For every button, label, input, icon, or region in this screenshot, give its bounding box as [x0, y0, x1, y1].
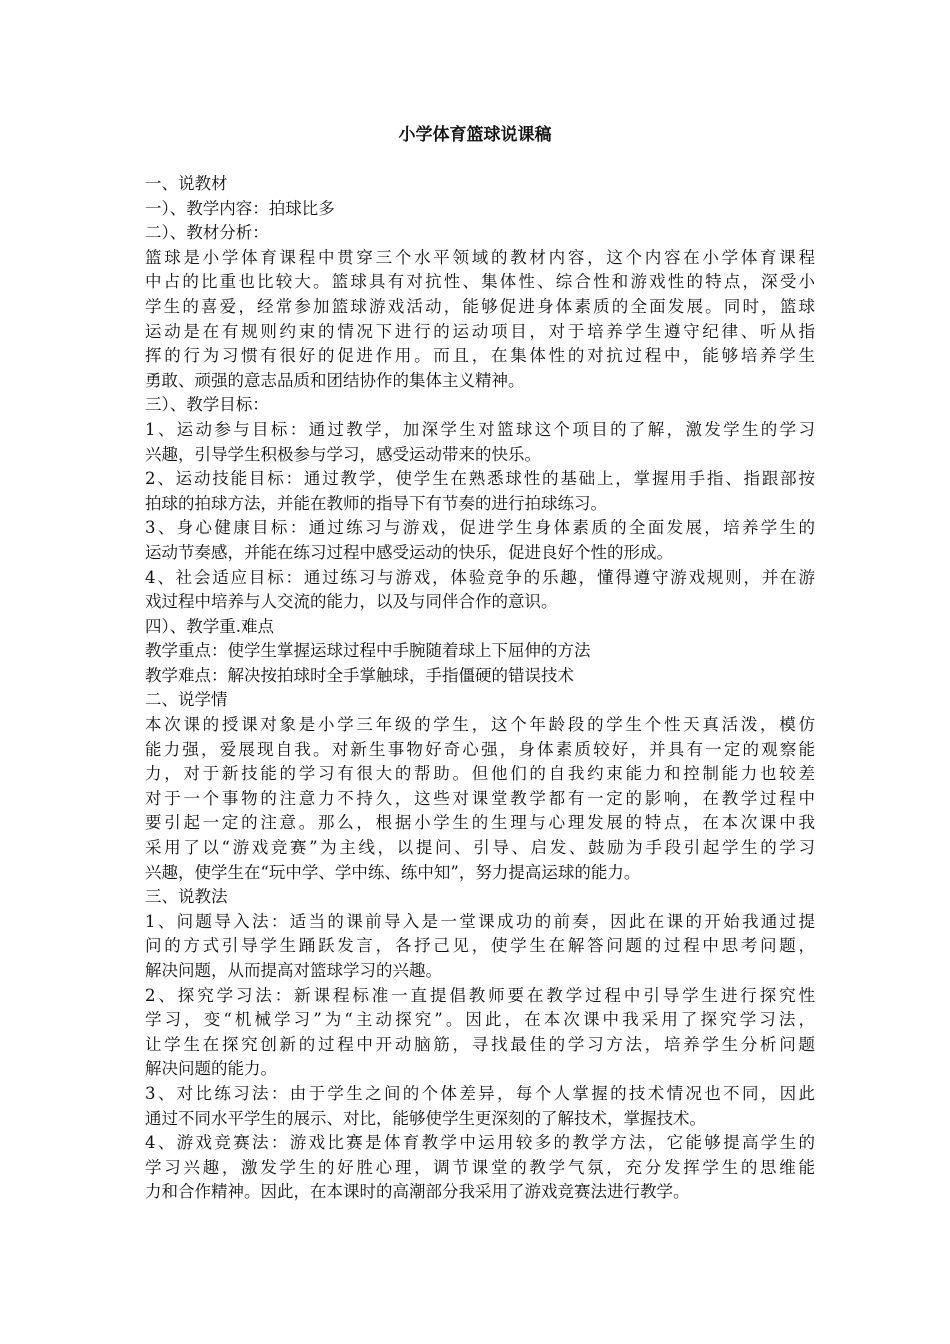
- text-line: 要引起一定的注意。那么，根据小学生的生理与心理发展的特点，在本次课中我: [145, 813, 815, 833]
- text-line: 二、说学情: [145, 690, 228, 710]
- text-line: 3、对比练习法：由于学生之间的个体差异，每个人掌握的技术情况也不同，因此: [145, 1083, 815, 1103]
- text-line: 力，对于新技能的学习有很大的帮助。但他们的自我约束能力和控制能力也较差: [145, 764, 815, 784]
- text-line: 解决问题，从而提高对篮球学习的兴趣。: [145, 961, 442, 980]
- text-line: 中占的比重也比较大。篮球具有对抗性、集体性、综合性和游戏性的特点，深受小: [145, 272, 815, 292]
- text-line: 教学难点：解决按拍球时全手掌触球，手指僵硬的错误技术: [145, 665, 574, 685]
- text-line: 兴趣，使学生在“玩中学、学中练、练中知”，努力提高运球的能力。: [145, 862, 641, 882]
- text-line: 4、社会适应目标：通过练习与游戏，体验竞争的乐趣，懂得遵守游戏规则，并在游: [145, 567, 815, 587]
- document-body: [145, 172, 815, 1205]
- text-line: 兴趣，引导学生积极参与学习，感受运动带来的快乐。: [145, 444, 541, 464]
- text-line: 1、运动参与目标：通过教学，加深学生对篮球这个项目的了解，激发学生的学习: [145, 419, 815, 439]
- text-line: 教学重点：使学生掌握运球过程中手腕随着球上下屈伸的方法: [145, 641, 591, 661]
- text-line: 1、问题导入法：适当的课前导入是一堂课成功的前奏，因此在课的开始我通过提: [145, 911, 815, 931]
- text-line: 一）、教学内容：拍球比多: [145, 198, 335, 218]
- text-line: 4、游戏竞赛法：游戏比赛是体育教学中运用较多的教学方法，它能够提高学生的: [145, 1133, 815, 1153]
- text-line: 对于一个事物的注意力不持久，这些对课堂教学都有一定的影响，在教学过程中: [145, 788, 815, 808]
- text-line: 三、说教法: [145, 887, 228, 907]
- text-line: 学习，变“机械学习”为“主动探究”。因此，在本次课中我采用了探究学习法，: [145, 1010, 815, 1030]
- text-line: 运动节奏感，并能在练习过程中感受运动的快乐，促进良好个性的形成。: [145, 542, 673, 562]
- text-line: 二）、教材分析：: [145, 223, 269, 243]
- text-line: 解决问题的能力。: [145, 1059, 277, 1079]
- text-line: 本次课的授课对象是小学三年级的学生，这个年龄段的学生个性天真活泼，模仿: [145, 715, 815, 735]
- document-title: 小学体育篮球说课稿: [398, 125, 552, 145]
- text-line: 学习兴趣，激发学生的好胜心理，调节课堂的教学气氛，充分发挥学生的思维能: [145, 1157, 815, 1177]
- text-line: 3、身心健康目标：通过练习与游戏，促进学生身体素质的全面发展，培养学生的: [145, 518, 815, 538]
- text-line: 戏过程中培养与人交流的能力，以及与同伴合作的意识。: [145, 592, 558, 612]
- text-line: 篮球是小学体育课程中贯穿三个水平领域的教材内容，这个内容在小学体育课程: [145, 247, 815, 267]
- text-line: 拍球的拍球方法，并能在教师的指导下有节奏的进行拍球练习。: [145, 493, 607, 513]
- text-line: 能力强，爱展现自我。对新生事物好奇心强，身体素质较好，并具有一定的观察能: [145, 739, 815, 759]
- text-line: 三）、教学目标：: [145, 395, 269, 415]
- text-line: 通过不同水平学生的展示、对比，能够使学生更深刻的了解技术，掌握技术。: [145, 1108, 706, 1128]
- text-line: 一、说教材: [145, 174, 228, 193]
- text-line: 勇敢、顽强的意志品质和团结协作的集体主义精神。: [145, 370, 525, 390]
- text-line: 运动是在有规则约束的情况下进行的运动项目，对于培养学生遵守纪律、听从指: [145, 321, 815, 341]
- text-line: 力和合作精神。因此，在本课时的高潮部分我采用了游戏竞赛法进行教学。: [145, 1182, 690, 1202]
- text-line: 采用了以“游戏竞赛”为主线，以提问、引导、启发、鼓励为手段引起学生的学习: [145, 838, 815, 858]
- text-line: 问的方式引导学生踊跃发言，各抒己见，使学生在解答问题的过程中思考问题，: [145, 936, 815, 956]
- text-line: 2、运动技能目标：通过教学，使学生在熟悉球性的基础上，掌握用手指、指跟部按: [145, 469, 815, 489]
- text-line: 四）、教学重.难点: [145, 616, 274, 636]
- text-line: 2、探究学习法：新课程标准一直提倡教师要在教学过程中引导学生进行探究性: [145, 985, 815, 1005]
- text-line: 挥的行为习惯有很好的促进作用。而且，在集体性的对抗过程中，能够培养学生: [145, 346, 815, 366]
- text-line: 学生的喜爱，经常参加篮球游戏活动，能够促进身体素质的全面发展。同时，篮球: [145, 296, 815, 316]
- text-line: 让学生在探究创新的过程中开动脑筋，寻找最佳的学习方法，培养学生分析问题: [145, 1034, 815, 1054]
